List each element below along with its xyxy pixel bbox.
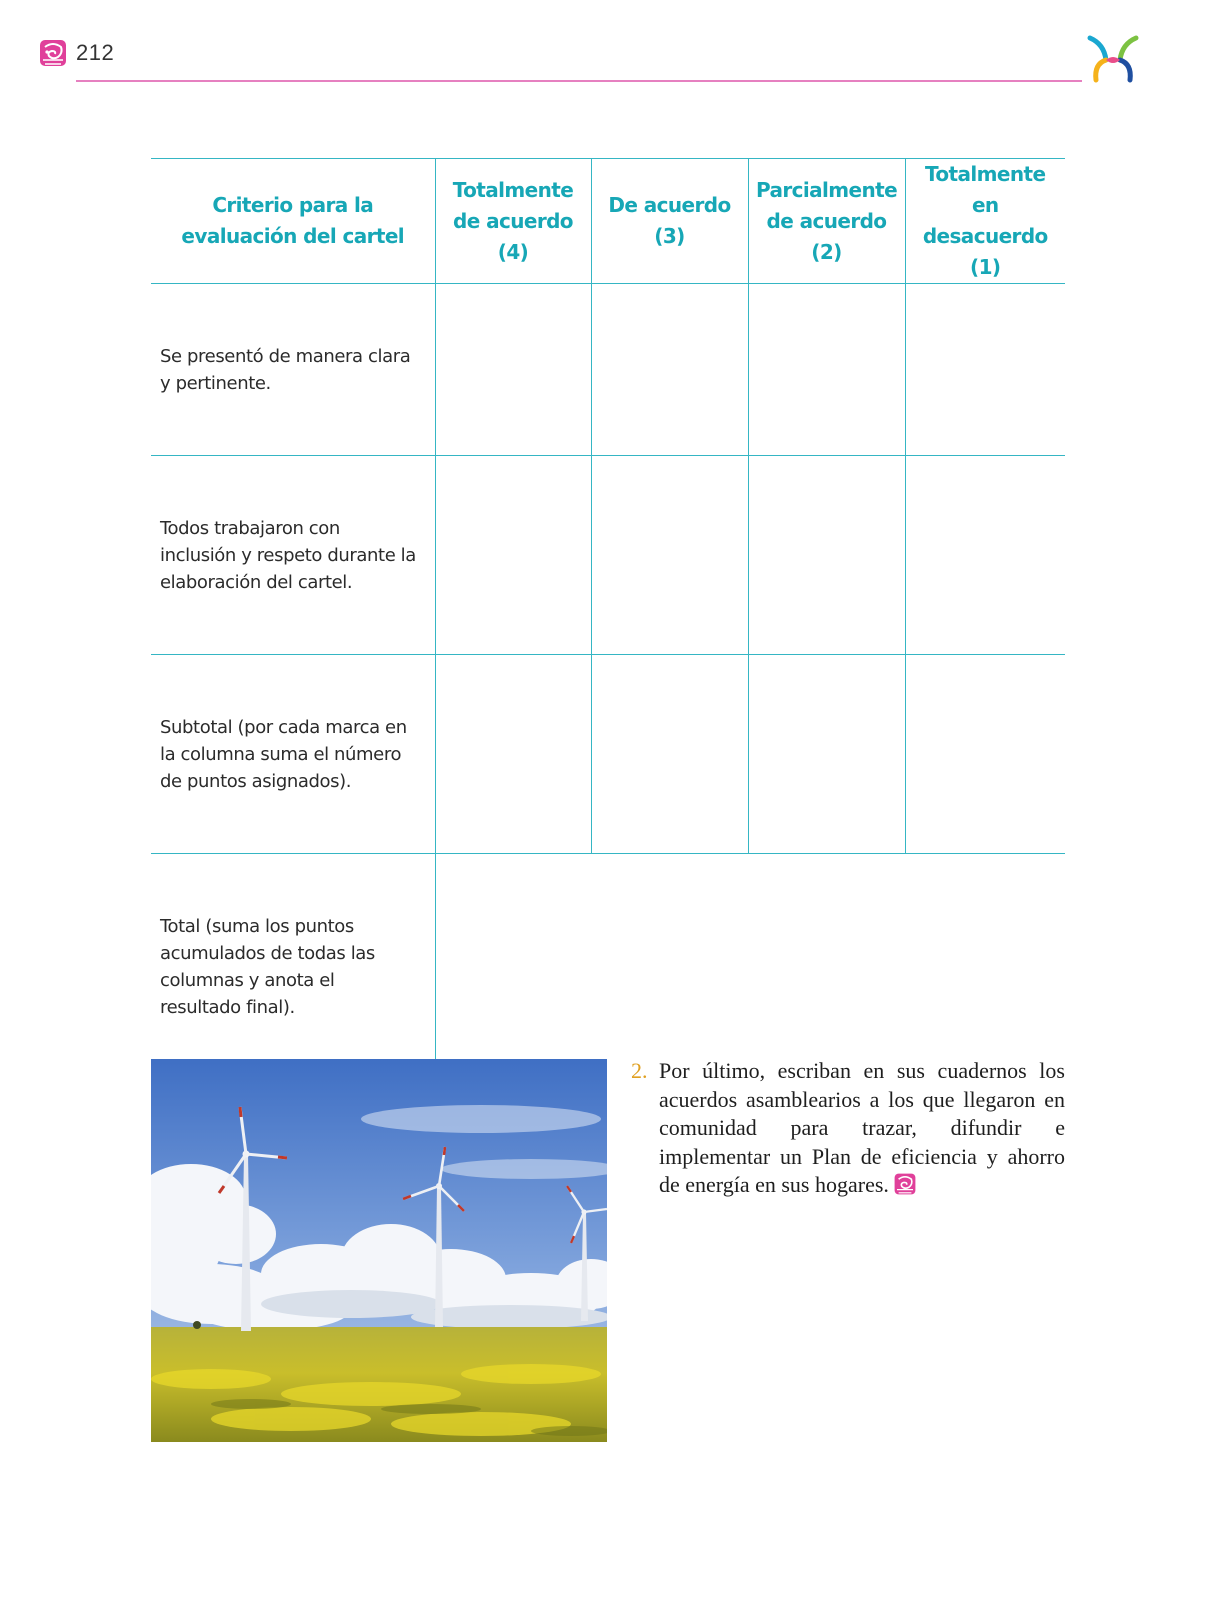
score-cell[interactable] xyxy=(748,284,905,456)
subtotal-cell[interactable] xyxy=(591,655,748,854)
header-rule xyxy=(76,80,1082,82)
subtotal-cell[interactable] xyxy=(748,655,905,854)
subtotal-cell[interactable] xyxy=(905,655,1065,854)
nem-logo-icon xyxy=(1086,34,1140,86)
instruction-paragraph xyxy=(631,1057,1065,1200)
table-row-total xyxy=(151,854,1065,1080)
wind-turbines-photo xyxy=(151,1059,607,1442)
score-cell[interactable] xyxy=(435,284,591,456)
table-row xyxy=(151,284,1065,456)
score-cell[interactable] xyxy=(905,456,1065,655)
subtotal-label-cell: Subtotal (por cada marca en la columna suma el número de puntos asignados). xyxy=(160,716,407,792)
total-cell[interactable] xyxy=(435,854,1065,1080)
page-number: 212 xyxy=(76,40,115,65)
instruction-number: 2. xyxy=(631,1058,648,1083)
subtotal-cell[interactable] xyxy=(435,655,591,854)
column-header-totally-agree: Totalmente de acuerdo (4) xyxy=(435,159,591,284)
aztec-glyph-icon xyxy=(893,1172,917,1196)
criterion-cell: Todos trabajaron con inclusión y respeto durante la elaboración del cartel. xyxy=(160,517,416,593)
column-header-criterion: Criterio para la evaluación del cartel xyxy=(181,193,405,248)
score-cell[interactable] xyxy=(905,284,1065,456)
table-header-row xyxy=(151,159,1065,284)
table-row xyxy=(151,655,1065,854)
evaluation-table xyxy=(151,158,1065,1080)
column-header-totally-disagree: Totalmente en desacuerdo (1) xyxy=(905,159,1065,284)
table-row xyxy=(151,456,1065,655)
instruction-text: Por último, escriban en sus cuadernos los acuerdos asamblearios a los que llegaron en comunidad para trazar, difundir e implementar un Plan de eficiencia y ahorro de energía en sus hogares. xyxy=(659,1058,1065,1197)
column-header-partially-agree: Parcialmente de acuerdo (2) xyxy=(748,159,905,284)
score-cell[interactable] xyxy=(748,456,905,655)
score-cell[interactable] xyxy=(435,456,591,655)
criterion-cell: Se presentó de manera clara y pertinente. xyxy=(160,345,411,394)
score-cell[interactable] xyxy=(591,456,748,655)
aztec-glyph-icon xyxy=(38,38,68,68)
score-cell[interactable] xyxy=(591,284,748,456)
column-header-agree: De acuerdo (3) xyxy=(591,159,748,284)
total-label-cell: Total (suma los puntos acumulados de todas las columnas y anota el resultado final). xyxy=(160,915,375,1018)
